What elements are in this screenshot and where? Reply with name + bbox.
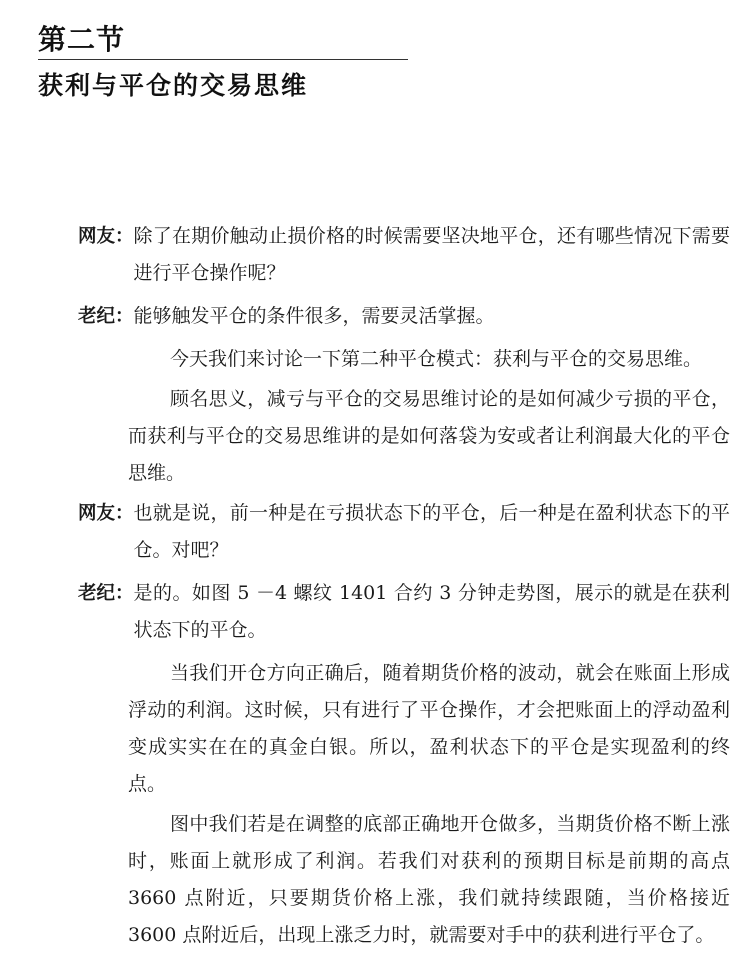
dialogue-text: 除了在期价触动止损价格的时候需要坚决地平仓，还有哪些情况下需要进行平仓操作呢？: [133, 225, 730, 284]
speaker-label: 老纪：: [78, 583, 134, 604]
dialogue-text: 是的。如图 5 －4 螺纹 1401 合约 3 分钟走势图，展示的就是在获利状态下的平仓。: [133, 582, 730, 641]
paragraph: 图中我们若是在调整的底部正确地开仓做多，当期货价格不断上涨时，账面上就形成了利润。若我们对获利的预期目标是前期的高点 3660 点附近，只要期货价格上涨，我们就持续跟随，当价格接近 3600 点附近后，出现上涨乏力时，就需要对手中的获利进行平仓了。: [128, 813, 730, 946]
section-number: 第二节: [38, 23, 126, 56]
dialogue-entry: [78, 575, 730, 649]
section-title: 获利与平仓的交易思维: [38, 71, 309, 100]
dialogue-entry: [78, 495, 730, 569]
dialogue-entry: [78, 298, 730, 335]
paragraph: 当我们开仓方向正确后，随着期货价格的波动，就会在账面上形成浮动的利润。这时候，只有进行了平仓操作，才会把账面上的浮动盈利变成实实在在的真金白银。所以，盈利状态下的平仓是实现盈利的终点。: [128, 662, 730, 795]
speaker-label: 老纪：: [78, 306, 134, 327]
title-divider: [38, 59, 408, 60]
dialogue-entry: [78, 218, 730, 292]
body-text: [78, 218, 730, 957]
paragraph: 今天我们来讨论一下第二种平仓模式：获利与平仓的交易思维。: [170, 348, 703, 370]
paragraph: 顾名思义，减亏与平仓的交易思维讨论的是如何减少亏损的平仓，而获利与平仓的交易思维讲的是如何落袋为安或者让利润最大化的平仓思维。: [128, 388, 730, 484]
dialogue-text: 也就是说，前一种是在亏损状态下的平仓，后一种是在盈利状态下的平仓。对吧？: [133, 502, 730, 561]
speaker-label: 网友：: [78, 503, 134, 524]
speaker-label: 网友：: [78, 226, 134, 247]
dialogue-text: 能够触发平仓的条件很多，需要灵活掌握。: [133, 305, 495, 327]
